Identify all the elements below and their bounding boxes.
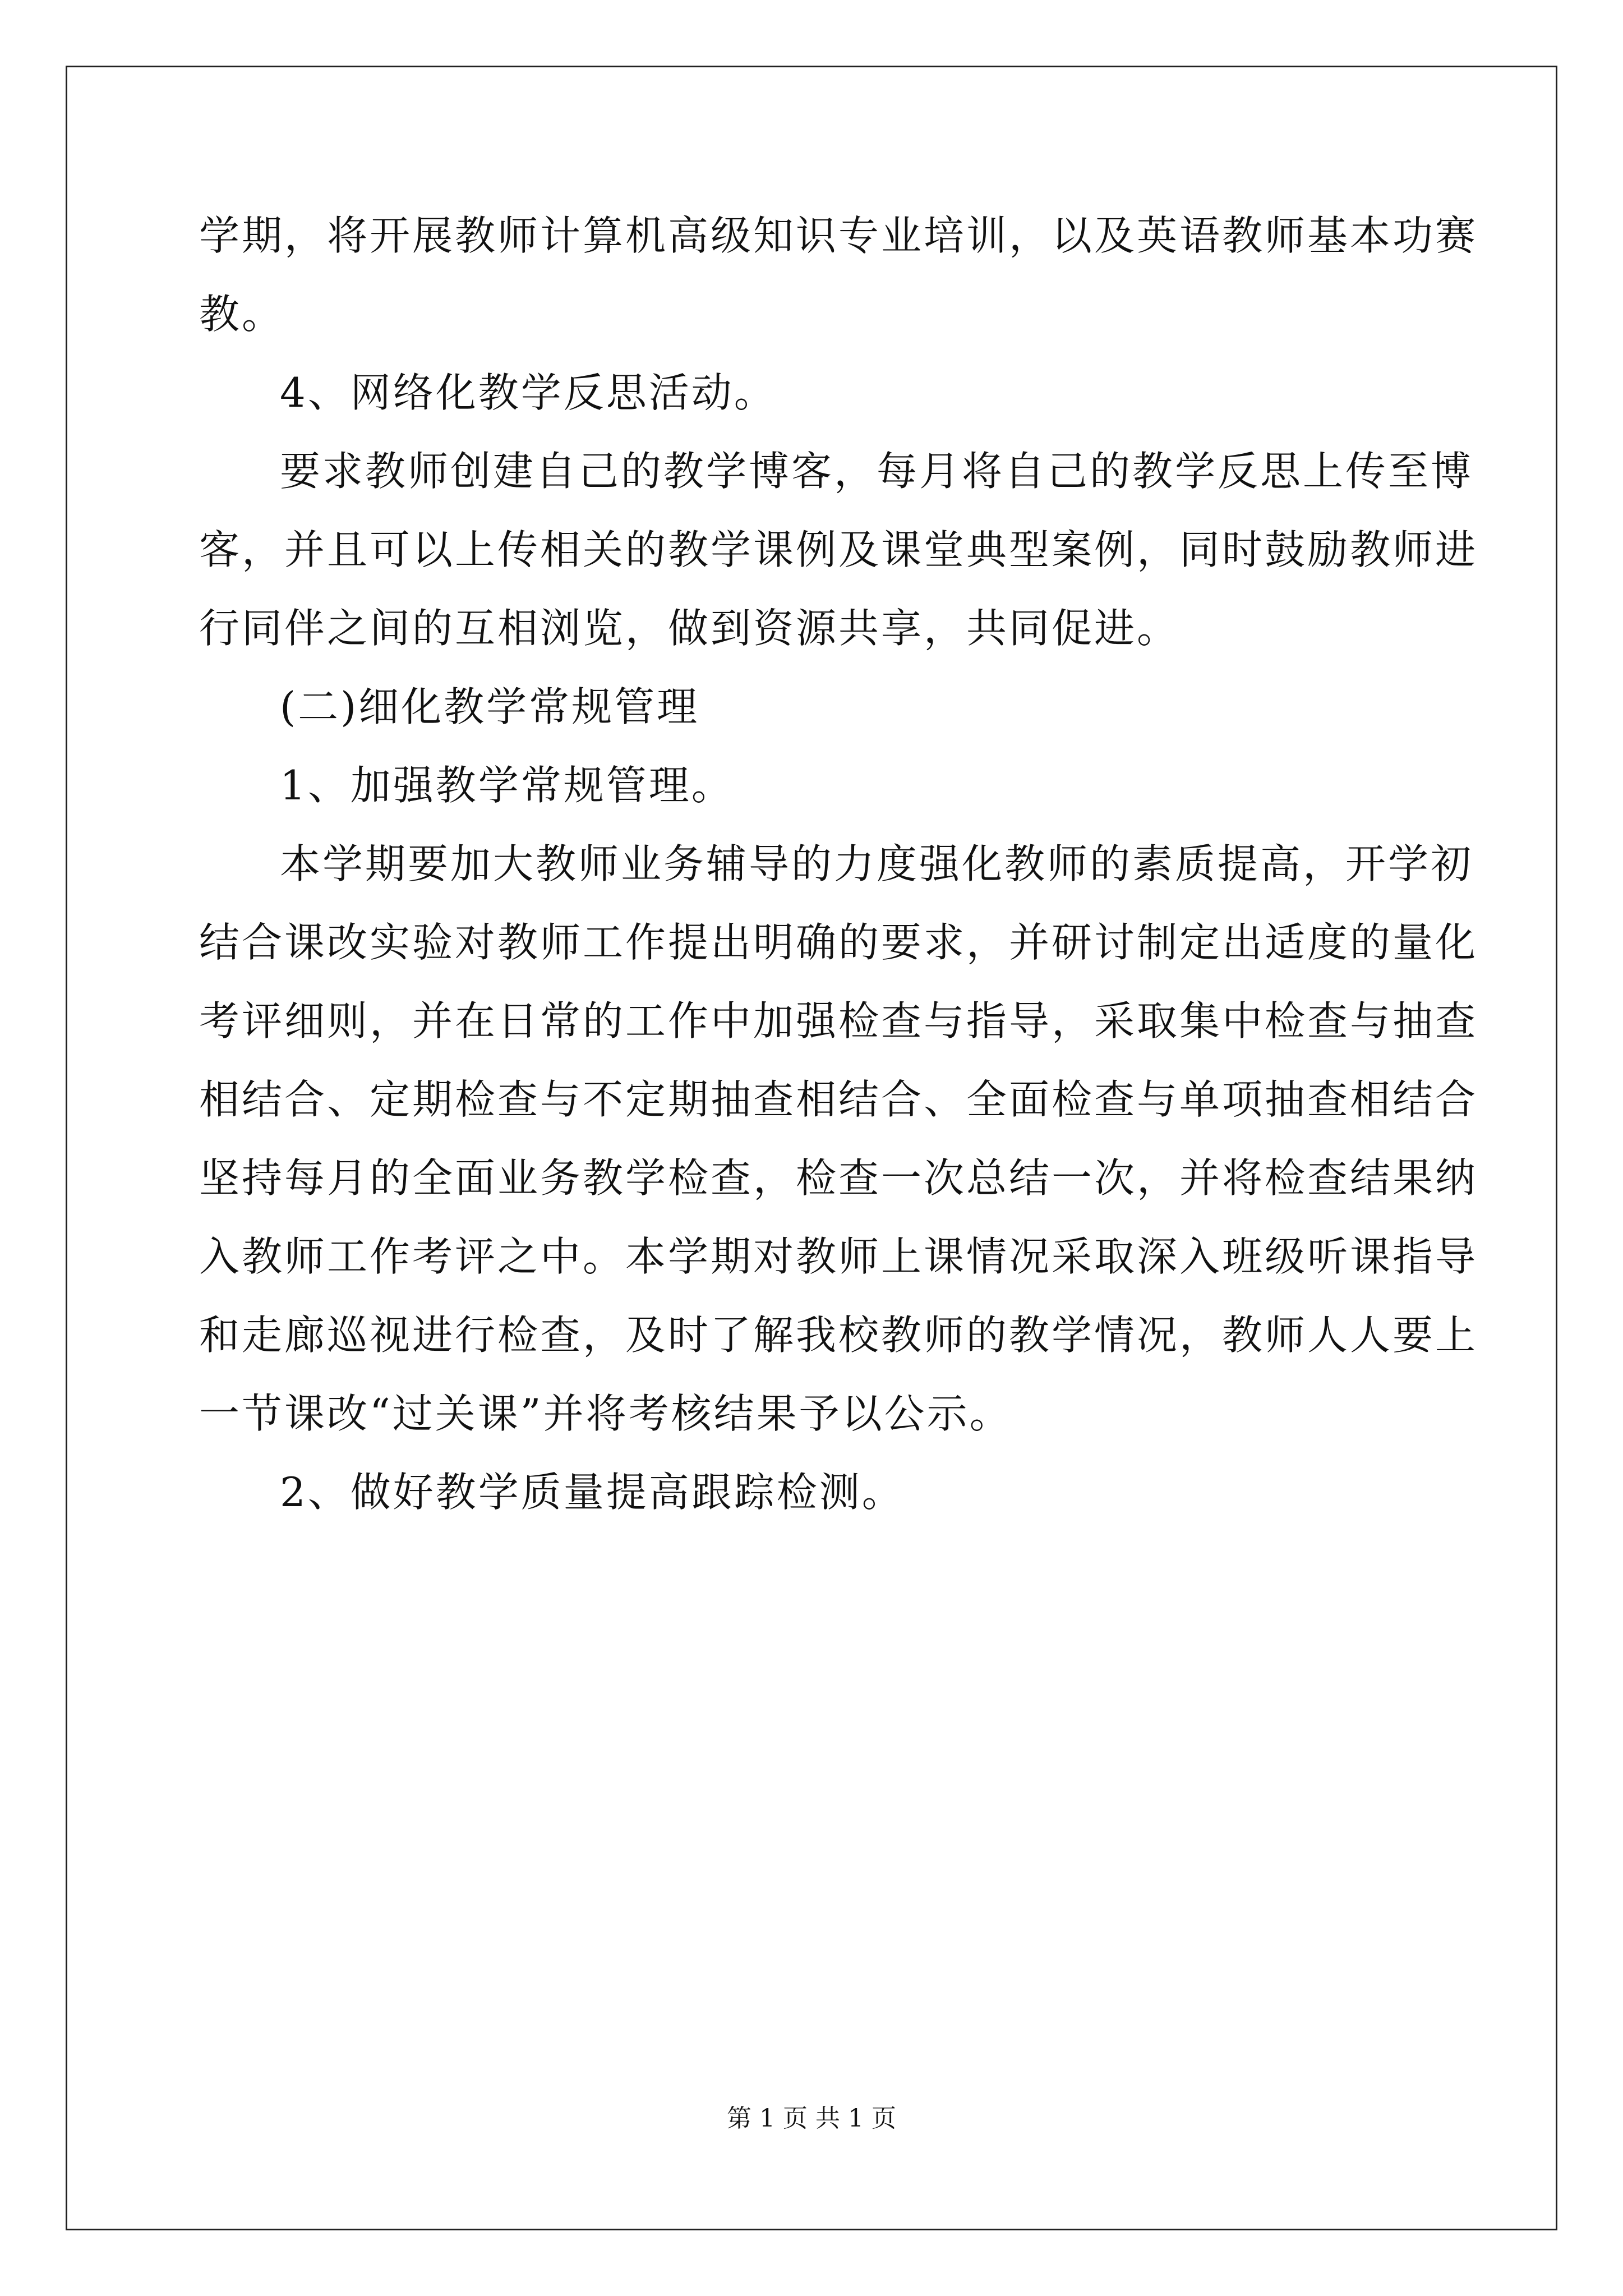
subheading-quality-tracking: 2、做好教学质量提高跟踪检测。: [280, 1469, 905, 1516]
paragraph-line-12: 相结合、定期检查与不定期抽查相结合、全面检查与单项抽查相结合: [199, 1076, 1478, 1123]
paragraph-line-15: 和走廊巡视进行检查，及时了解我校教师的教学情况，教师人人要上: [199, 1312, 1478, 1359]
section-heading-network-reflection: 4、网络化教学反思活动。: [280, 369, 777, 416]
paragraph-line-4: 要求教师创建自己的教学博客，每月将自己的教学反思上传至博: [280, 448, 1474, 495]
paragraph-line-11: 考评细则，并在日常的工作中加强检查与指导，采取集中检查与抽查: [199, 997, 1478, 1045]
subheading-strengthen-routine: 1、加强教学常规管理。: [280, 762, 734, 809]
paragraph-line-2: 教。: [199, 291, 285, 338]
paragraph-line-9: 本学期要加大教师业务辅导的力度强化教师的素质提高，开学初: [280, 840, 1474, 887]
paragraph-line-10: 结合课改实验对教师工作提出明确的要求，并研讨制定出适度的量化: [199, 919, 1478, 966]
document-body: [199, 196, 1478, 1531]
paragraph-line-16: 一节课改“过关课”并将考核结果予以公示。: [199, 1390, 1012, 1437]
paragraph-line-14: 入教师工作考评之中。本学期对教师上课情况采取深入班级听课指导: [199, 1233, 1478, 1280]
paragraph-line-13: 坚持每月的全面业务教学检查，检查一次总结一次，并将检查结果纳: [199, 1154, 1478, 1202]
paragraph-line-6: 行同伴之间的互相浏览，做到资源共享，共同促进。: [199, 605, 1180, 652]
section-heading-routine-management: (二)细化教学常规管理: [280, 683, 700, 730]
paragraph-line-5: 客，并且可以上传相关的教学课例及课堂典型案例，同时鼓励教师进: [199, 526, 1478, 573]
page-footer: 第 1 页 共 1 页: [727, 2104, 896, 2133]
paragraph-line-1: 学期，将开展教师计算机高级知识专业培训，以及英语教师基本功赛: [199, 212, 1478, 259]
